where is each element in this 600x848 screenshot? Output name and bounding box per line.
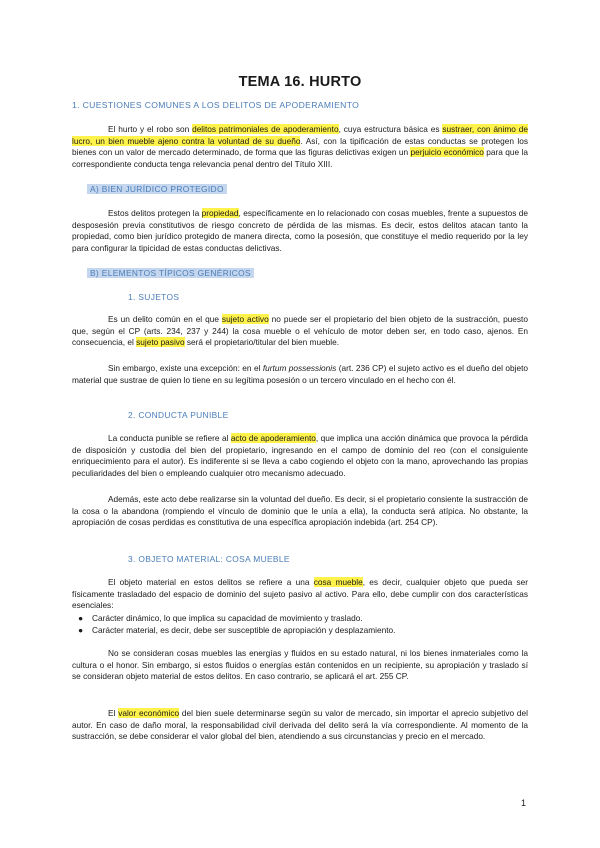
section-b-heading: B) ELEMENTOS TÍPICOS GENÉRICOS — [87, 268, 254, 278]
subsection-1-heading: 1. SUJETOS — [128, 292, 180, 302]
highlight: sujeto activo — [221, 314, 269, 324]
subsection-2-paragraph-1: La conducta punible se refiere al acto de apoderamiento, que implica una acción dinámica que provoca la pérdida de disposición y custodia del bien del propietario, ingresando en el campo de dominio del reo (con el consiguiente enriquecimiento para el autor). Es indiferente si se lleva a cabo cogiendo el objeto con la mano, aprovechando las propias peculiaridades del bien o empleando cualquier otro mecanismo adecuado. — [72, 433, 528, 478]
subsection-1-paragraph-2: Sin embargo, existe una excepción: en el furtum possessionis (art. 236 CP) el sujeto activo es el dueño del objeto material que sustrae de quien lo tiene en su legítima posesión o un tercero vinculado en el hecho con él. — [72, 363, 528, 385]
highlight: valor económico — [118, 708, 180, 718]
page-title: TEMA 16. HURTO — [238, 74, 362, 90]
highlight: perjuicio económico — [410, 147, 484, 158]
page-number: 1 — [520, 798, 526, 808]
subsection-2-paragraph-2: Además, este acto debe realizarse sin la voluntad del dueño. Es decir, si el propietario consiente la sustracción de la cosa o la abandona (rompiendo el vínculo de dominio que le unía a ella), la conducta será atípica. No obstante, la apropiación de cosas perdidas es constitutiva de una específica apropiación indebida (art. 254 CP). — [72, 494, 528, 528]
section-1-heading: 1. CUESTIONES COMUNES A LOS DELITOS DE APODERAMIENTO — [72, 100, 360, 110]
highlight: delitos patrimoniales de apoderamiento — [192, 124, 339, 134]
subsection-2-heading: 2. CONDUCTA PUNIBLE — [128, 410, 229, 420]
subsection-3-paragraph-3: El valor económico del bien suele determinarse según su valor de mercado, sin importar el aprecio subjetivo del autor. En caso de daño moral, la responsabilidad civil derivada del delito será la vía correspondiente. Al momento de la sustracción, se debe considerar el valor global del bien, atendiendo a sus circunstancias y precio en el mercado. — [72, 708, 528, 742]
characteristics-list — [72, 613, 528, 636]
subsection-3-paragraph-2: No se consideran cosas muebles las energías y fluidos en su estado natural, ni los bienes inmateriales como la cultura o el honor. Sin embargo, si estos fluidos o energías están contenidos en un recipiente, su apropiación y traslado sí se consideran objeto material de estos delitos. En caso contrario, se aplicará el art. 255 CP. — [72, 648, 528, 682]
list-item: ● Carácter dinámico, lo que implica su capacidad de movimiento y traslado. — [78, 613, 363, 623]
section-a-paragraph: Estos delitos protegen la propiedad, específicamente en lo relacionado con cosas muebles, frente a supuestos de desposesión previa constitutivos de riesgo concreto de pérdida de las mismas. Es decir, estos delitos atacan tanto la propiedad, como bien jurídico protegido de manera directa, como la posesión, que constituye el medio requerido por la ley para configurar la tipicidad de estas conductas delictivas. — [72, 208, 528, 253]
highlight: cosa mueble — [313, 577, 363, 587]
bullet-icon: ● — [78, 624, 84, 635]
highlight: sustraer, con ánimo de lucro, un bien mueble ajeno contra la voluntad de su dueño — [72, 124, 529, 146]
highlight: propiedad — [201, 208, 239, 218]
highlight: acto de apoderamiento — [230, 433, 316, 443]
bullet-icon: ● — [78, 613, 84, 623]
subsection-3-heading: 3. OBJETO MATERIAL: COSA MUEBLE — [128, 554, 290, 564]
section-a-heading: A) BIEN JURÍDICO PROTEGIDO — [87, 184, 227, 194]
list-item: ● Carácter material, es decir, debe ser susceptible de apropiación y desplazamiento. — [78, 624, 396, 635]
subsection-3-paragraph-1: El objeto material en estos delitos se refiere a una cosa mueble, es decir, cualquier objeto que pueda ser físicamente trasladado del espacio de dominio del sujeto pasivo al activo. Para ello, debe cumplir con dos características esenciales: — [72, 577, 528, 611]
highlight: sujeto pasivo — [136, 337, 185, 348]
subsection-1-paragraph-1: Es un delito común en el que sujeto activo no puede ser el propietario del bien objeto de la sustracción, puesto que, según el CP (arts. 234, 237 y 244) la cosa mueble o el vehículo de motor deben ser, en todo caso, ajenos. En consecuencia, el sujeto pasivo será el propietario/titular del bien mueble. — [72, 314, 528, 348]
section-1-paragraph: El hurto y el robo son delitos patrimoniales de apoderamiento, cuya estructura básica es sustraer, con ánimo de lucro, un bien mueble ajeno contra la voluntad de su dueño. Así, con la tipificación de estas conductas se protegen los bienes con un valor de mercado determinado, de forma que las figuras delictivas exigen un perjuicio económico para que la correspondiente conducta tenga relevancia penal dentro del Título XIII. — [72, 124, 529, 169]
